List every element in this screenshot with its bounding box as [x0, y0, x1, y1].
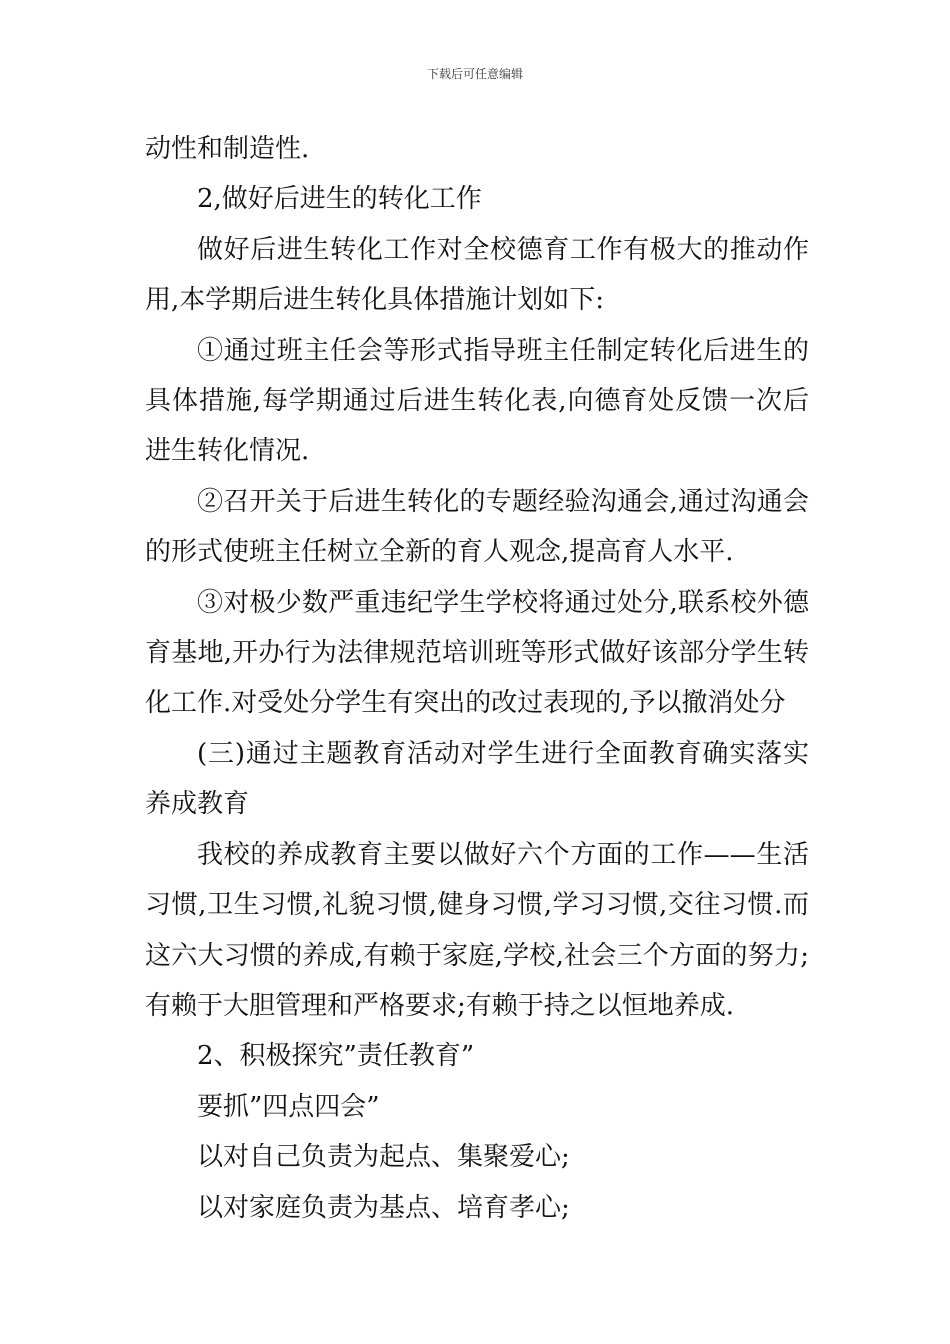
document-body	[145, 124, 809, 1233]
section-heading: 2、积极探究”责任教育”	[197, 1041, 475, 1072]
section-heading: 2,做好后进生的转化工作	[197, 184, 482, 215]
paragraph: 做好后进生转化工作对全校德育工作有极大的推动作用,本学期后进生转化具体措施计划如下:	[145, 234, 809, 316]
page-header: 下载后可任意编辑	[426, 67, 523, 81]
list-item: ②召开关于后进生转化的专题经验沟通会,通过沟通会的形式使班主任树立全新的育人观念,提高育人水平.	[145, 486, 809, 568]
paragraph: 要抓”四点四会”	[197, 1091, 380, 1122]
paragraph: 我校的养成教育主要以做好六个方面的工作——生活习惯,卫生习惯,礼貌习惯,健身习惯,学习习惯,交往习惯.而这六大习惯的养成,有赖于家庭,学校,社会三个方面的努力;有赖于大胆管理和严格要求;有赖于持之以恒地养成.	[145, 839, 809, 1021]
list-item: ③对极少数严重违纪学生学校将通过处分,联系校外德育基地,开办行为法律规范培训班等形式做好该部分学生转化工作.对受处分学生有突出的改过表现的,予以撤消处分	[145, 587, 809, 719]
paragraph: 以对自己负责为起点、集聚爱心;	[197, 1142, 570, 1173]
paragraph-continuation: 动性和制造性.	[145, 134, 310, 164]
list-item: ①通过班主任会等形式指导班主任制定转化后进生的具体措施,每学期通过后进生转化表,向德育处反馈一次后进生转化情况.	[145, 335, 809, 467]
section-heading: (三)通过主题教育活动对学生进行全面教育确实落实养成教育	[145, 738, 809, 820]
paragraph: 以对家庭负责为基点、培育孝心;	[197, 1192, 570, 1223]
